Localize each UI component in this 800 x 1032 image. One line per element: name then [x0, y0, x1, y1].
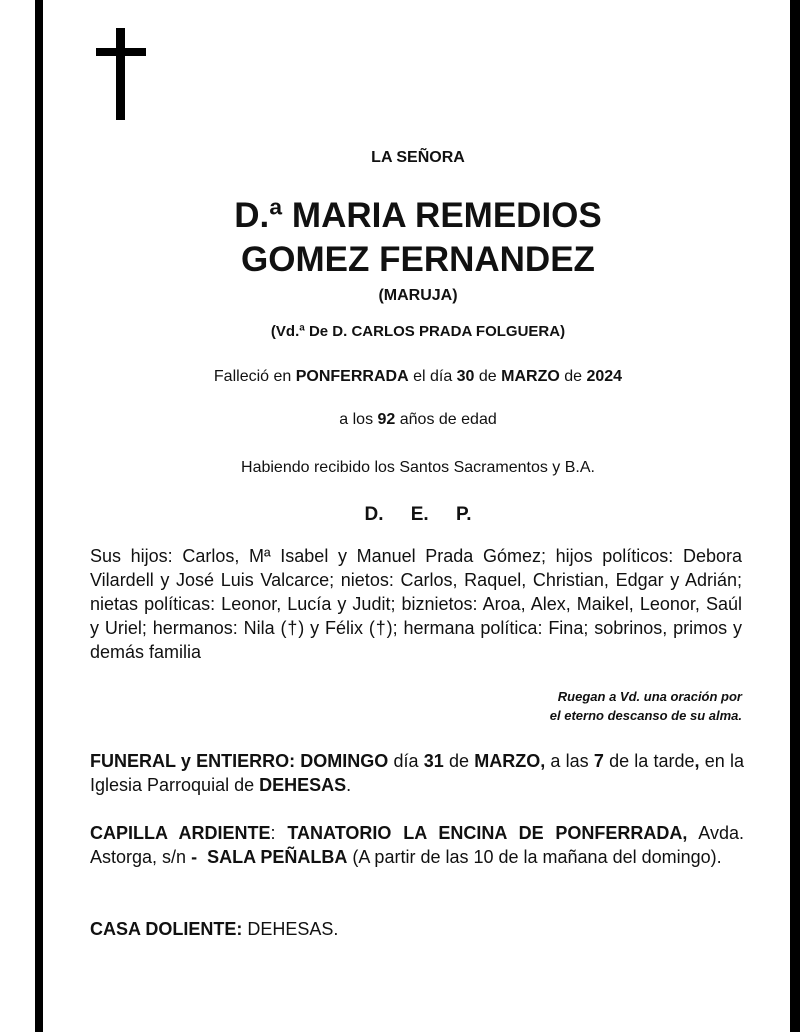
death-day: 30 [456, 368, 475, 385]
deceased-name-line1: D.ª MARIA REMEDIOS [234, 196, 602, 235]
funeral-text: día [388, 751, 424, 771]
age-text: años de edad [395, 411, 497, 428]
house-label: CASA DOLIENTE: [90, 919, 243, 939]
prayer-line1: Ruegan a Vd. una oración por [557, 689, 742, 704]
age-text: a los [339, 411, 378, 428]
age-info [90, 411, 746, 429]
death-info [90, 368, 746, 386]
death-place: PONFERRADA [295, 368, 409, 385]
house-value: DEHESAS. [242, 919, 339, 939]
chapel-paragraph [90, 821, 744, 869]
funeral-month: MARZO, [474, 751, 546, 771]
cross-horizontal-bar [96, 48, 146, 56]
chapel-label: CAPILLA ARDIENTE [90, 823, 271, 843]
house-paragraph [90, 917, 744, 941]
cross-icon [96, 28, 146, 120]
chapel-text: Avda. Astorga, s/n [90, 823, 744, 867]
chapel-text: : [270, 823, 288, 843]
prayer-line2: el eterno descanso de su alma. [549, 708, 742, 723]
left-border-bar [35, 0, 43, 1032]
funeral-label: FUNERAL y ENTIERRO: DOMINGO [90, 751, 389, 771]
funeral-church: DEHESAS [259, 775, 347, 795]
chapel-room: SALA PEÑALBA [207, 847, 348, 867]
funeral-paragraph [90, 749, 744, 797]
funeral-text: de [443, 751, 475, 771]
deceased-name-line2: GOMEZ FERNANDEZ [241, 240, 595, 279]
death-year: 2024 [586, 368, 623, 385]
death-month: MARZO [501, 368, 560, 385]
widow-of: (Vd.ª De D. CARLOS PRADA FOLGUERA) [270, 323, 566, 340]
funeral-text: de la tarde [603, 751, 695, 771]
death-text: de [474, 368, 502, 385]
age-years: 92 [377, 411, 396, 428]
prayer-request [390, 687, 742, 725]
funeral-text: . [346, 775, 352, 795]
deceased-name [90, 194, 746, 282]
funeral-text: en la Iglesia Parroquial de [90, 751, 744, 795]
death-text: el día [408, 368, 457, 385]
cross-vertical-bar [116, 28, 125, 120]
header-title: LA SEÑORA [371, 149, 465, 166]
chapel-dash: - [191, 847, 198, 867]
chapel-text [197, 847, 207, 867]
deceased-alias: (MARUJA) [378, 287, 458, 304]
chapel-place: TANATORIO LA ENCINA DE PONFERRADA, [287, 823, 688, 843]
right-border-bar [790, 0, 800, 1032]
funeral-text: a las [545, 751, 594, 771]
funeral-hour: 7 [593, 751, 604, 771]
chapel-text: (A partir de las 10 de la mañana del domingo). [347, 847, 722, 867]
family-paragraph: Sus hijos: Carlos, Mª Isabel y Manuel Prada Gómez; hijos políticos: Debora Vilardell y José Luis Valcarce; nietos: Carlos, Raquel, Christian, Edgar y Adrián; nietas políticas: Leonor, Lucía y Judit; biznietos: Aroa, Alex, Maikel, Leonor, Saúl y Uriel; hermanos: Nila (†) y Félix (†); hermana política: Fina; sobrinos, primos y demás familia [90, 546, 742, 662]
death-text: Falleció en [213, 368, 296, 385]
sacraments-text: Habiendo recibido los Santos Sacramentos y B.A. [241, 459, 595, 476]
dep-text: D. E. P. [364, 504, 472, 525]
funeral-day: 31 [423, 751, 444, 771]
death-text: de [559, 368, 587, 385]
funeral-comma: , [694, 751, 700, 771]
